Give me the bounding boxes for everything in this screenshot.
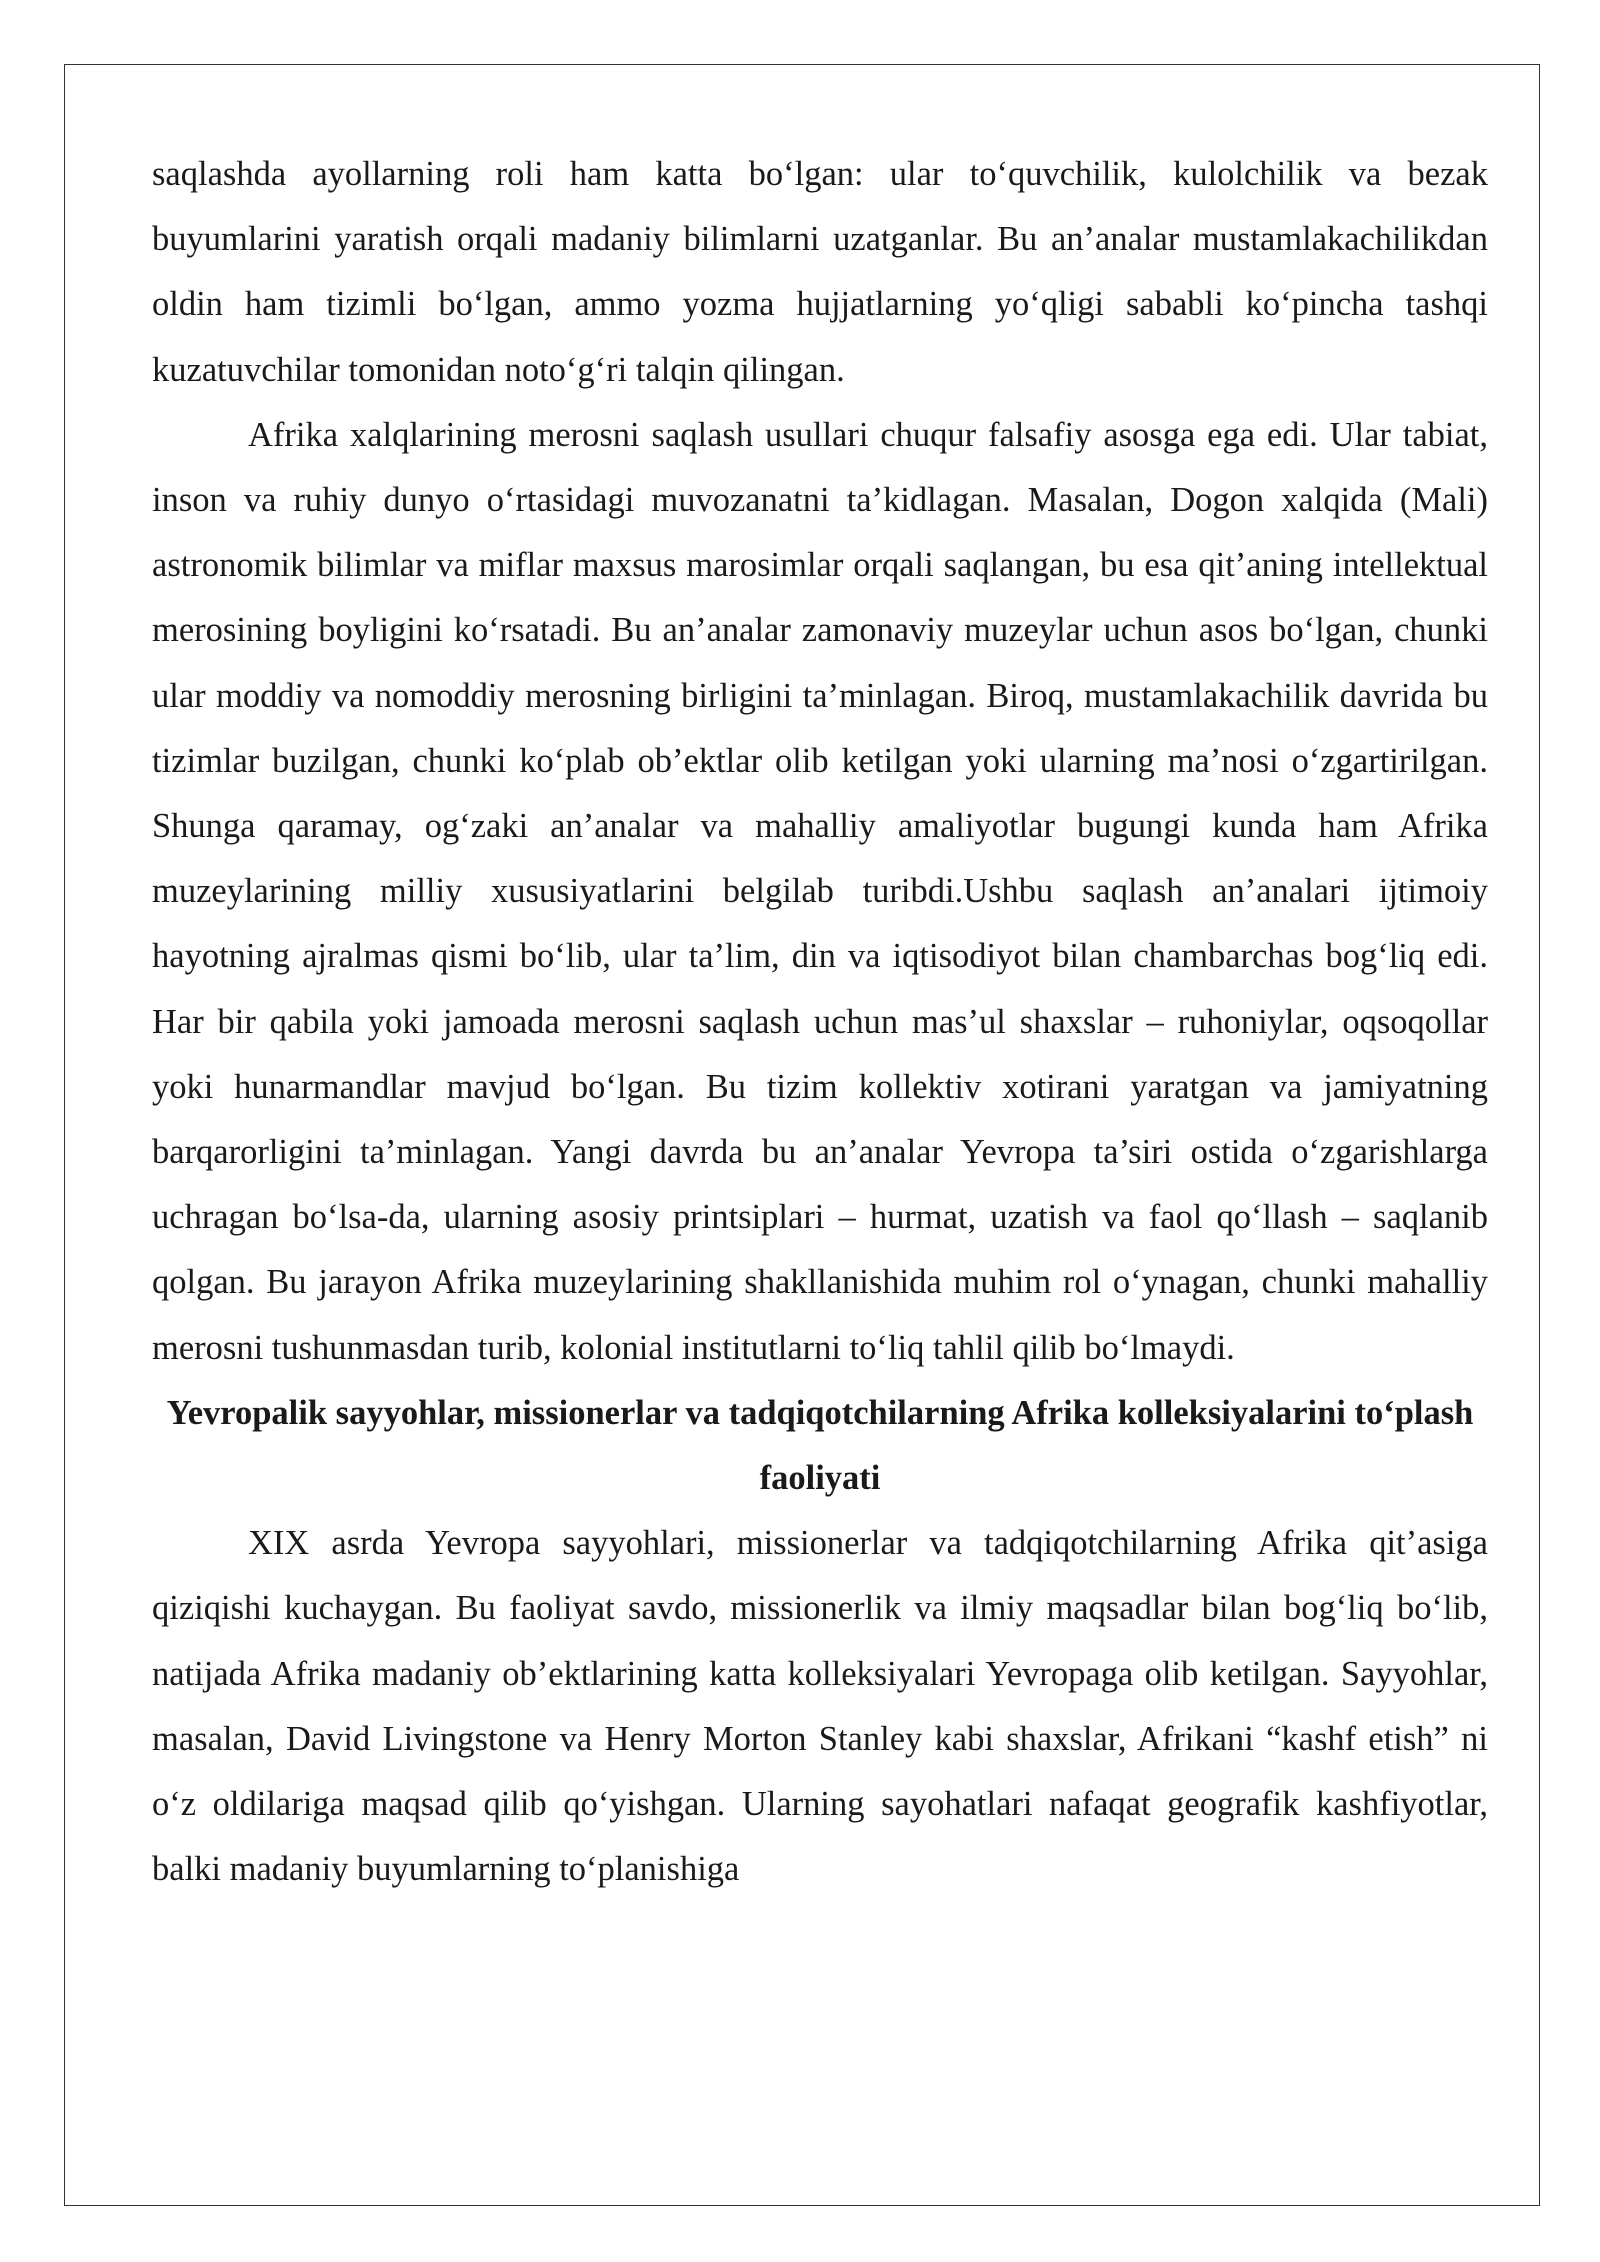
paragraph-2: Afrika xalqlarining merosni saqlash usullari chuqur falsafiy asosga ega edi. Ular tabiat, inson va ruhiy dunyo o‘rtasidagi muvozanatni ta’kidlagan. Masalan, Dogon xalqida (Mali) astronomik bilimlar va miflar maxsus marosimlar orqali saqlangan, bu esa qit’aning intellektual merosining boyligini ko‘rsatadi. Bu an’analar zamonaviy muzeylar uchun asos bo‘lgan, chunki ular moddiy va nomoddiy merosning birligini ta’minlagan. Biroq, mustamlakachilik davrida bu tizimlar buzilgan, chunki ko‘plab ob’ektlar olib ketilgan yoki ularning ma’nosi o‘zgartirilgan. Shunga qaramay, og‘zaki an’analar va mahalliy amaliyotlar bugungi kunda ham Afrika muzeylarining milliy xususiyatlarini belgilab turibdi.Ushbu saqlash an’analari ijtimoiy hayotning ajralmas qismi bo‘lib, ular ta’lim, din va iqtisodiyot bilan chambarchas bog‘liq edi. Har bir qabila yoki jamoada merosni saqlash uchun mas’ul shaxslar – ruhoniylar, oqsoqollar yoki hunarmandlar mavjud bo‘lgan. Bu tizim kollektiv xotirani yaratgan va jamiyatning barqarorligini ta’minlagan. Yangi davrda bu an’analar Yevropa ta’siri ostida o‘zgarishlarga uchragan bo‘lsa-da, ularning asosiy printsiplari – hurmat, uzatish va faol qo‘llash – saqlanib qolgan. Bu jarayon Afrika muzeylarining shakllanishida muhim rol o‘ynagan, chunki mahalliy merosni tushunmasdan turib, kolonial institutlarni to‘liq tahlil qilib bo‘lmaydi. — [152, 415, 1488, 1367]
section-heading: Yevropalik sayyohlar, missionerlar va tadqiqotchilarning Afrika kolleksiyalarini to‘plash faoliyati — [166, 1393, 1474, 1498]
paragraph-1: saqlashda ayollarning roli ham katta bo‘lgan: ular to‘quvchilik, kulolchilik va bezak buyumlarini yaratish orqali madaniy bilimlarni uzatganlar. Bu an’analar mustamlakachilikdan oldin ham tizimli bo‘lgan, ammo yozma hujjatlarning yo‘qligi sababli ko‘pincha tashqi kuzatuvchilar tomonidan noto‘g‘ri talqin qilingan. — [152, 155, 1488, 389]
paragraph-3: XIX asrda Yevropa sayyohlari, missionerlar va tadqiqotchilarning Afrika qit’asiga qiziqishi kuchaygan. Bu faoliyat savdo, missionerlik va ilmiy maqsadlar bilan bog‘liq bo‘lib, natijada Afrika madaniy ob’ektlarining katta kolleksiyalari Yevropaga olib ketilgan. Sayyohlar, masalan, David Livingstone va Henry Morton Stanley kabi shaxslar, Afrikani “kashf etish” ni o‘z oldilariga maqsad qilib qo‘yishgan. Ularning sayohatlari nafaqat geografik kashfiyotlar, balki madaniy buyumlarning to‘planishiga — [152, 1524, 1488, 1889]
document-body — [152, 142, 1488, 1902]
